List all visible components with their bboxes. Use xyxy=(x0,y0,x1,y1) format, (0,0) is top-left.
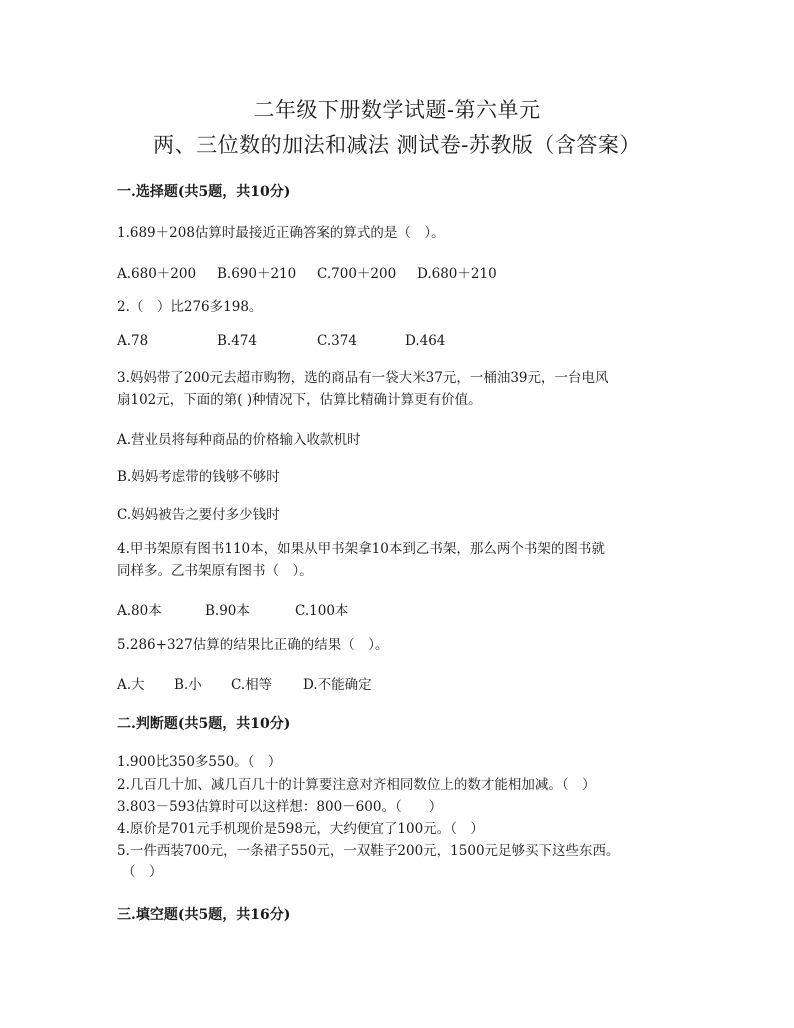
option: C.374 xyxy=(317,333,357,349)
option: B.690＋210 xyxy=(217,266,297,282)
option: C.700＋200 xyxy=(317,266,397,282)
question-4-options xyxy=(117,599,348,619)
judge-item-1: 1.900比350多550。（ ） xyxy=(117,754,282,770)
option: B.小 xyxy=(174,677,202,693)
option: A.78 xyxy=(117,333,149,349)
section-1-heading: 一.选择题(共5题，共10分) xyxy=(117,184,291,200)
option: A.680＋200 xyxy=(117,266,197,282)
question-5: 5.286+327估算的结果比正确的结果（ ）。 xyxy=(117,637,389,653)
question-3-option-b: B.妈妈考虑带的钱够不够时 xyxy=(117,469,280,485)
question-3-line-1: 3.妈妈带了200元去超市购物，选的商品有一袋大米37元，一桶油39元，一台电风 xyxy=(117,370,609,386)
section-3-heading: 三.填空题(共5题，共16分) xyxy=(117,907,291,923)
question-4-line-1: 4.甲书架原有图书110本，如果从甲书架拿10本到乙书架，那么两个书架的图书就 xyxy=(117,541,605,557)
question-4-line-2: 同样多。乙书架原有图书（ ）。 xyxy=(117,563,313,579)
question-1-options xyxy=(117,262,497,282)
option: A.80本 xyxy=(117,603,162,619)
judge-item-3: 3.803－593估算时可以这样想：800－600。（ ） xyxy=(117,799,443,815)
option: B.474 xyxy=(217,333,257,349)
question-3-line-2: 扇102元，下面的第( )种情况下，估算比精确计算更有价值。 xyxy=(117,392,482,408)
option: D.不能确定 xyxy=(303,677,372,693)
option: B.90本 xyxy=(205,603,250,619)
question-2-options xyxy=(117,333,445,349)
question-5-options xyxy=(117,673,372,693)
option: C.100本 xyxy=(295,603,349,619)
option: A.大 xyxy=(117,677,145,693)
option: D.680＋210 xyxy=(417,266,497,282)
option: D.464 xyxy=(405,333,446,349)
judge-item-5-paren: （ ） xyxy=(122,864,163,880)
section-2-heading: 二.判断题(共5题，共10分) xyxy=(117,716,291,732)
question-3-option-a: A.营业员将每种商品的价格输入收款机时 xyxy=(117,432,361,448)
judge-item-5: 5.一件西装700元，一条裙子550元，一双鞋子200元，1500元足够买下这些东西。 xyxy=(117,843,620,859)
question-3-option-c: C.妈妈被告之要付多少钱时 xyxy=(117,507,280,523)
question-1: 1.689＋208估算时最接近正确答案的算式的是（ ）。 xyxy=(117,225,445,241)
title-line-1: 二年级下册数学试题-第六单元 xyxy=(253,98,541,122)
title-line-2: 两、三位数的加法和减法 测试卷-苏教版（含答案） xyxy=(153,133,641,157)
question-2: 2.（ ）比276多198。 xyxy=(117,299,263,315)
option: C.相等 xyxy=(231,677,273,693)
judge-item-2: 2.几百几十加、减几百几十的计算要注意对齐相同数位上的数才能相加减。（ ） xyxy=(117,777,596,793)
judge-item-4: 4.原价是701元手机现价是598元，大约便宜了100元。（ ） xyxy=(117,821,484,837)
